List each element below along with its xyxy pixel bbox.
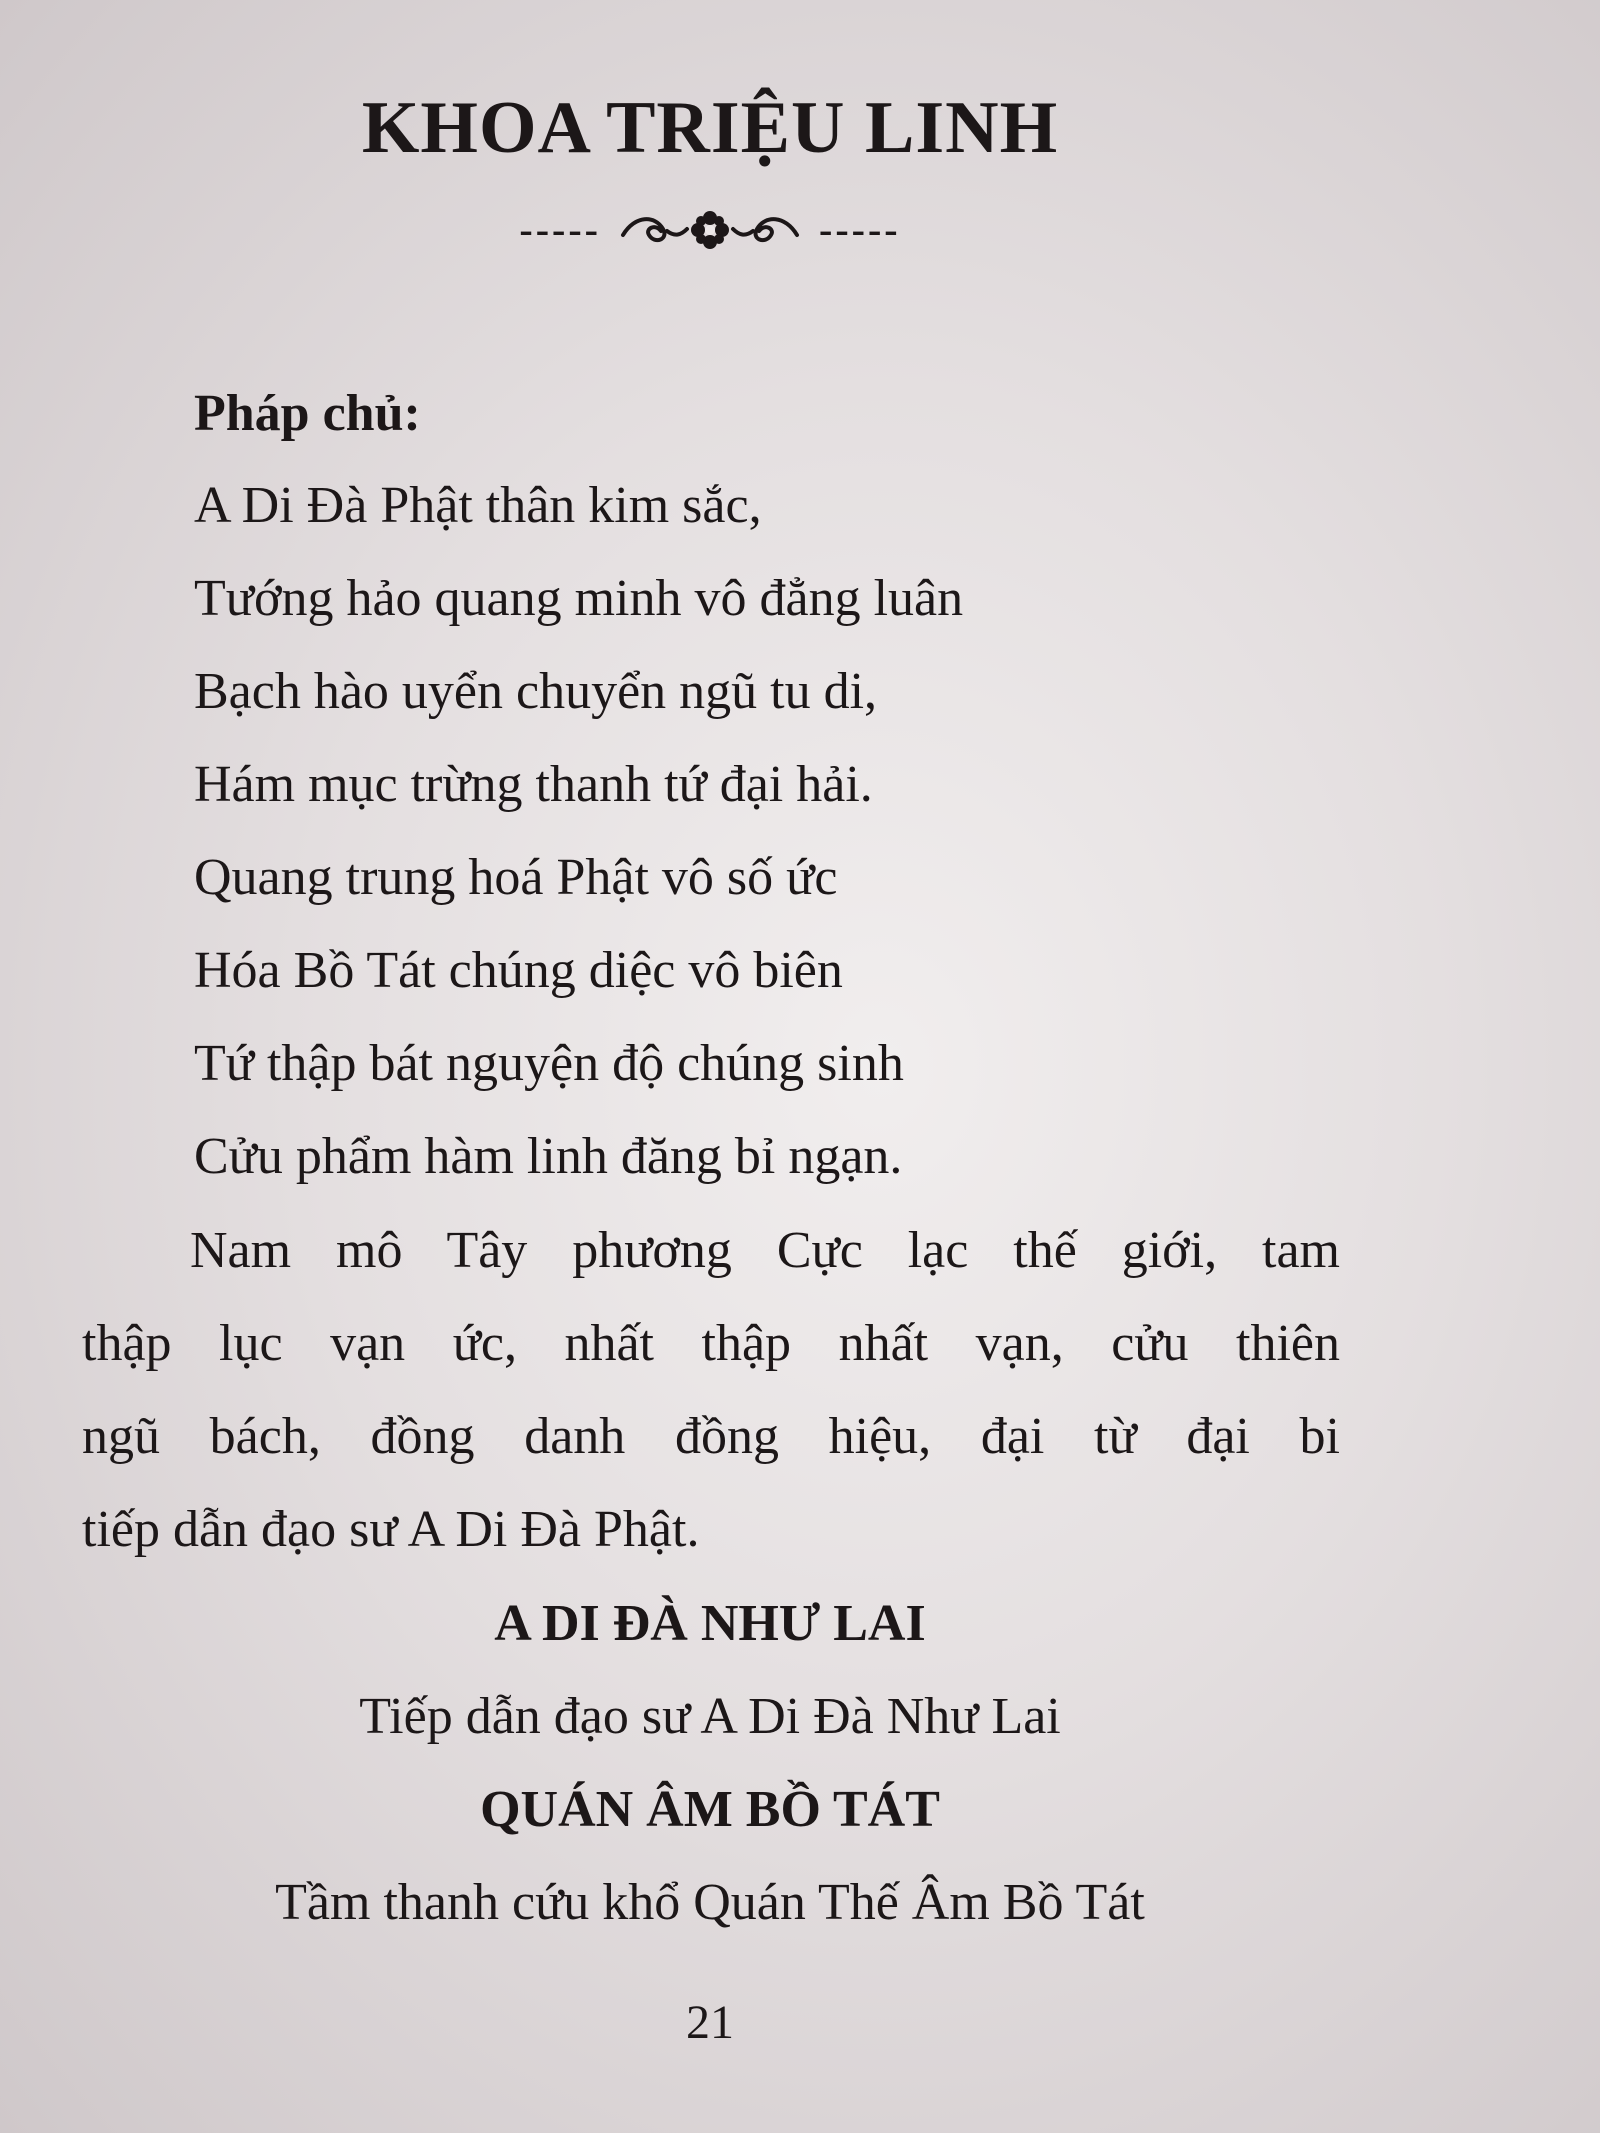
speaker-label: Pháp chủ: [194,385,421,442]
paragraph-line: ngũ bách, đồng danh đồng hiệu, đại từ đại bi [82,1408,1340,1465]
invocation-line: Tiếp dẫn đạo sư A Di Đà Như Lai [359,1688,1061,1745]
section-heading: A DI ĐÀ NHƯ LAI [494,1595,926,1652]
paragraph-line: thập lục vạn ức, nhất thập nhất vạn, cửu thiên [82,1315,1340,1372]
page-number: 21 [686,1996,734,2049]
verse-line: Cửu phẩm hàm linh đăng bỉ ngạn. [194,1128,903,1185]
verse-line: Quang trung hoá Phật vô số ức [194,849,838,906]
verse-line: Hám mục trừng thanh tứ đại hải. [194,756,873,813]
floral-flourish-icon [615,205,805,255]
verse-line: Tướng hảo quang minh vô đẳng luân [194,570,964,627]
title-ornament [0,200,1420,260]
verse-line: Hóa Bồ Tát chúng diệc vô biên [194,942,843,999]
paragraph-line: Nam mô Tây phương Cực lạc thế giới, tam [190,1222,1340,1279]
verse-line: A Di Đà Phật thân kim sắc, [194,477,762,534]
ornament-dash-left: ----- [519,207,601,252]
section-heading: QUÁN ÂM BỒ TÁT [480,1781,940,1838]
ornament-dash-right: ----- [819,207,901,252]
page-title: KHOA TRIỆU LINH [361,87,1059,169]
paragraph-line: tiếp dẫn đạo sư A Di Đà Phật. [82,1501,700,1558]
verse-line: Bạch hào uyển chuyển ngũ tu di, [194,663,878,720]
verse-line: Tứ thập bát nguyện độ chúng sinh [194,1035,904,1092]
invocation-line: Tầm thanh cứu khổ Quán Thế Âm Bồ Tát [275,1874,1145,1931]
